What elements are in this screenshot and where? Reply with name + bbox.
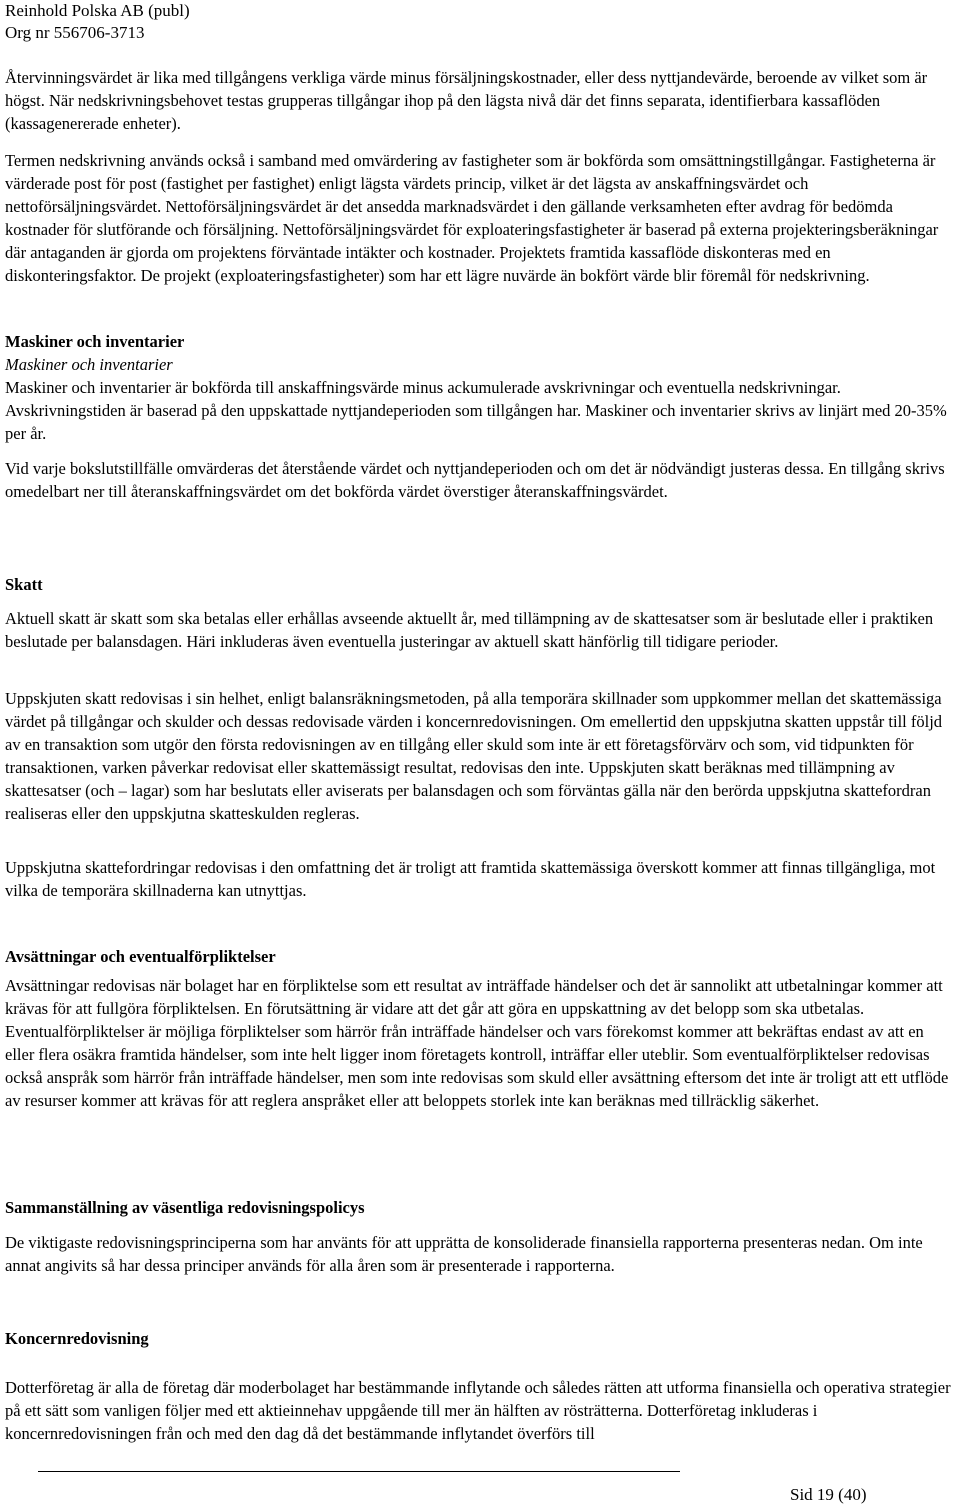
- paragraph-maskiner: Maskiner och inventarier är bokförda till anskaffningsvärde minus ackumulerade avskrivningar och eventuella nedskrivningar. Avskrivningstiden är baserad på den uppskattade nyttjandeperioden som tillgången har. Maskiner och inventarier skrivs av linjärt med 20-35% per år.: [5, 378, 947, 443]
- paragraph-avsattningar: Avsättningar redovisas när bolaget har en förpliktelse som ett resultat av inträffade händelser och det är sannolikt att utbetalningar kommer att krävas för att fullgöra förpliktelsen. En förutsättning är vidare att det går att göra en uppskattning av det belopp som ska utbetalas. Eventualförpliktelser är möjliga förpliktelser som härrör från inträffade händelser och vars förekomst kommer att bekräftas endast av att en eller flera osäkra framtida händelser, som inte helt ligger inom företagets kontroll, inträffar eller uteblir. Som eventualförpliktelser redovisas också anspråk som härrör från inträffade händelser, men som inte redovisas som skuld eller avsättning eftersom det inte är troligt att ett utflöde av resurser kommer att krävas för att reglera anspråket eller att beloppets storlek inte kan beräknas med tillräcklig säkerhet.: [5, 976, 949, 1110]
- paragraph-skatt-aktuell: Aktuell skatt är skatt som ska betalas eller erhållas avseende aktuellt år, med tillämpning av de skattesatser som är beslutade eller i praktiken beslutade per balansdagen. Häri inkluderas även eventuella justeringar av aktuell skatt hänförlig till tidigare perioder.: [5, 609, 934, 651]
- paragraph-koncernredovisning: Dotterföretag är alla de företag där moderbolaget har bestämmande inflytande och således rätten att utforma finansiella och operativa strategier på ett sätt som vanligen följer med ett aktieinnehav uppgående till mer än hälften av rösträtterna. Dotterföretag inkluderas i koncernredovisningen från och med den dag då det bestämmande inflytandet överförs till: [5, 1378, 951, 1443]
- org-number: Org nr 556706-3713: [5, 23, 145, 42]
- paragraph-sammanstallning: De viktigaste redovisningsprinciperna som har använts för att upprätta de konsoliderade finansiella rapporterna presenteras nedan. Om inte annat angivits så har dessa principer används för alla åren som är presenterade i rapporterna.: [5, 1233, 923, 1275]
- heading-sammanstallning: Sammanställning av väsentliga redovisningspolicys: [5, 1198, 365, 1217]
- footer-divider: [38, 1471, 680, 1472]
- paragraph-termen-nedskrivning: Termen nedskrivning används också i samband med omvärdering av fastigheter som är bokförda som omsättningstillgångar. Fastigheterna är värderade post för post (fastighet per fastighet) enligt lägsta värdets princip, vilket är det lägsta av anskaffningsvärdet och nettoförsäljningsvärdet. Nettoförsäljningsvärdet är det ansedda marknadsvärdet i den gällande verksamheten efter avdrag för bedömda kostnader för slutförande och försäljning. Nettoförsäljningsvärdet för exploateringsfastigheter är baserad på externa projekteringsberäkningar där antaganden är gjorda om projektens förväntade intäkter och kostnader. Projektets framtida kassaflöde diskonteras med en diskonteringsfaktor. De projekt (exploateringsfastigheter) som har ett lägre nuvärde än bokfört värde blir föremål för nedskrivning.: [5, 151, 939, 285]
- company-name: Reinhold Polska AB (publ): [5, 1, 190, 20]
- page-header: [5, 0, 190, 44]
- paragraph-skatt-fordringar: Uppskjutna skattefordringar redovisas i den omfattning det är troligt att framtida skattemässiga överskott kommer att finnas tillgängliga, mot vilka de temporära skillnaderna kan utnyttjas.: [5, 858, 936, 900]
- subheading-maskiner: Maskiner och inventarier: [5, 355, 173, 374]
- page-number: Sid 19 (40): [790, 1485, 867, 1504]
- heading-koncernredovisning: Koncernredovisning: [5, 1329, 149, 1348]
- paragraph-vid-varje-bokslut: Vid varje bokslutstillfälle omvärderas det återstående värdet och nyttjandeperioden och om det är nödvändigt justeras dessa. En tillgång skrivs omedelbart ner till återanskaffningsvärdet om det bokförda värdet överstiger återanskaffningsvärdet.: [5, 459, 945, 501]
- paragraph-atervinningsvarde: Återvinningsvärdet är lika med tillgångens verkliga värde minus försäljningskostnader, eller dess nyttjandevärde, beroende av vilket som är högst. När nedskrivningsbehovet testas grupperas tillgångar ihop på den lägsta nivå där det finns separata, identifierbara kassaflöden (kassagenererade enheter).: [5, 68, 928, 133]
- heading-skatt: Skatt: [5, 575, 43, 594]
- paragraph-skatt-uppskjuten: Uppskjuten skatt redovisas i sin helhet, enligt balansräkningsmetoden, på alla temporära skillnader som uppkommer mellan det skattemässiga värdet på tillgångar och skulder och dessas redovisade värden i koncernredovisningen. Om emellertid den uppskjutna skatten uppstår till följd av en transaktion som utgör den första redovisningen av en tillgång eller skuld som inte är ett företagsförvärv och som, vid tidpunkten för transaktionen, varken påverkar redovisat eller skattemässigt resultat, redovisas den inte. Uppskjuten skatt beräknas med tillämpning av skattesatser (och – lagar) som har beslutats eller aviserats per balansdagen och som förväntas gälla när den berörda uppskjutna skattefordran realiseras eller den uppskjutna skatteskulden regleras.: [5, 689, 943, 823]
- heading-maskiner: Maskiner och inventarier: [5, 332, 185, 351]
- heading-avsattningar: Avsättningar och eventualförpliktelser: [5, 947, 276, 966]
